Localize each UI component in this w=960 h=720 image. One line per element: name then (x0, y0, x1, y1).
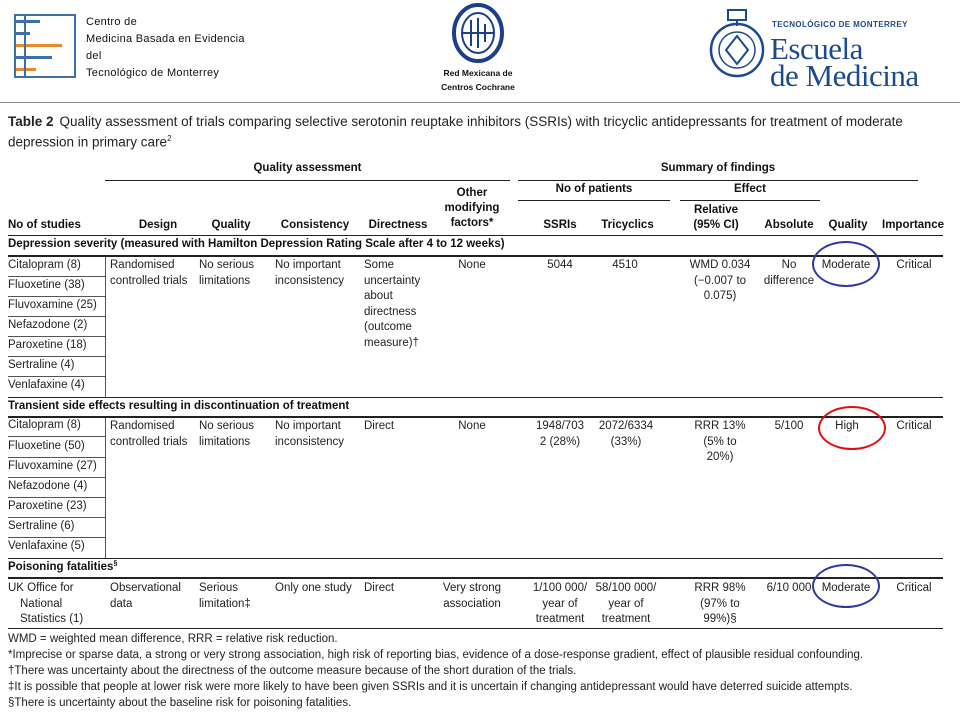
section-rule (8, 255, 943, 257)
footnote: WMD = weighted mean difference, RRR = relative risk reduction. (8, 633, 338, 645)
study-item: Paroxetine (18) (8, 339, 87, 351)
cell-ssris: 1/100 000/ year of treatment (532, 582, 588, 625)
study-item: Citalopram (8) (8, 259, 81, 271)
col-tricyclics: Tricyclics (601, 219, 654, 231)
col-importance: Importance (882, 219, 944, 231)
footnotes (8, 631, 948, 711)
group-summary-findings: Summary of findings (660, 162, 776, 174)
study-divider (8, 356, 105, 357)
cell-directness: Direct (364, 420, 395, 432)
cell-importance: Critical (896, 420, 932, 432)
cmbe-logo (14, 14, 76, 78)
caption-text: Quality assessment of trials comparing selective serotonin reuptake inhibitors (SSRIs) with tricyclic antidepressants for treatment of moderate depression in primary care (8, 114, 903, 150)
col-studies: No of studies (8, 219, 81, 231)
study-divider (8, 457, 105, 458)
study-divider (8, 477, 105, 478)
cochrane-name: Red Mexicana de Centros Cochrane (441, 68, 515, 92)
cell-grade: Moderate (821, 582, 871, 594)
col-ssris: SSRIs (543, 219, 577, 231)
cell-relative: WMD 0.034 (−0.007 to 0.075) (689, 259, 751, 302)
col-quality-grade: Quality (828, 219, 868, 231)
footnote: ‡It is possible that people at lower risk were more likely to have been given SSRIs and it is uncertain if changing antidepressant would have deterred suicide attempts. (8, 681, 853, 693)
col-directness: Directness (368, 219, 428, 231)
header-rule (8, 235, 943, 236)
cell-ssris: 5044 (547, 259, 573, 271)
table-caption (8, 113, 943, 151)
cell-relative: RRR 13% (5% to 20%) (694, 420, 746, 463)
cell-directness: Direct (364, 582, 395, 594)
section-title-side-effects: Transient side effects resulting in discontinuation of treatment (8, 400, 350, 412)
footnote: *Imprecise or sparse data, a strong or very strong association, high risk of reporting bias, evidence of a dose-response gradient, effect of plausible residual confounding. (8, 649, 864, 661)
cell-consistency: No important inconsistency (275, 420, 345, 448)
cell-design: Randomised controlled trials (110, 420, 188, 448)
group-quality-assessment: Quality assessment (253, 162, 362, 174)
col-quality: Quality (211, 219, 251, 231)
study-divider (8, 517, 105, 518)
study-item: Fluoxetine (50) (8, 440, 85, 452)
highlight-oval-moderate (812, 564, 880, 608)
study-divider (8, 376, 105, 377)
tec-title-line2: de Medicina (770, 58, 919, 93)
cell-importance: Critical (896, 582, 932, 594)
cell-grade: High (835, 420, 859, 432)
caption-ref: 2 (167, 134, 172, 143)
group-rule (680, 200, 820, 201)
cell-other: Very strong association (442, 582, 502, 610)
cell-absolute: 6/10 000 (766, 582, 812, 594)
tec-crest-icon (708, 6, 766, 86)
study-item: Sertraline (6) (8, 520, 75, 532)
study-item: Nefazodone (2) (8, 319, 88, 331)
section-rule (8, 416, 943, 418)
cell-other: None (458, 259, 486, 271)
page-header (0, 0, 960, 102)
studies-divider (105, 257, 106, 397)
study-item: Citalopram (8) (8, 419, 81, 431)
section-rule (8, 577, 943, 579)
cell-quality: No serious limitations (199, 259, 254, 287)
cell-quality: Serious limitation‡ (199, 582, 251, 610)
group-rule (518, 180, 918, 181)
cell-directness: Some uncertainty about directness (outcome measure)† (364, 259, 421, 349)
group-rule (518, 200, 670, 201)
footnote: §There is uncertainty about the baseline risk for poisoning fatalities. (8, 697, 352, 709)
highlight-oval-high (818, 406, 886, 450)
col-absolute: Absolute (764, 219, 814, 231)
studies-divider (105, 418, 106, 558)
cell-relative: RRR 98% (97% to 99%)§ (694, 582, 746, 625)
col-consistency: Consistency (280, 219, 350, 231)
study-item: Fluvoxamine (27) (8, 460, 97, 472)
table-label: Table 2 (8, 114, 54, 129)
study-divider (8, 436, 105, 437)
cell-design: Observational data (110, 582, 181, 610)
cell-consistency: Only one study (275, 582, 352, 594)
study-divider (8, 316, 105, 317)
cell-quality: No serious limitations (199, 420, 254, 448)
cell-other: None (458, 420, 486, 432)
col-other-factors: Other modifying factors* (444, 187, 500, 229)
cell-tricyclics: 2072/6334 (33%) (598, 420, 654, 448)
study-item: Venlafaxine (4) (8, 379, 85, 391)
tec-title-line1: Escuela (770, 31, 863, 66)
section-rule (8, 397, 943, 398)
cell-ssris: 1948/703 2 (28%) (536, 420, 584, 448)
cell-tricyclics: 4510 (612, 259, 638, 271)
study-divider (8, 296, 105, 297)
cochrane-logo (432, 2, 524, 94)
cell-design: Randomised controlled trials (110, 259, 188, 287)
cochrane-circle-icon (451, 2, 505, 64)
section-title-poisoning: Poisoning fatalities§ (8, 560, 118, 573)
group-rule (105, 180, 510, 181)
group-no-patients: No of patients (555, 183, 633, 195)
study-item: Venlafaxine (5) (8, 540, 85, 552)
table-bottom-rule (8, 628, 943, 629)
study-divider (8, 336, 105, 337)
section-title-depression: Depression severity (measured with Hamilton Depression Rating Scale after 4 to 12 weeks) (8, 238, 505, 250)
cell-consistency: No important inconsistency (275, 259, 345, 287)
cell-studies: UK Office for National Statistics (1) (8, 582, 84, 625)
study-divider (8, 537, 105, 538)
study-item: Nefazodone (4) (8, 480, 88, 492)
footnote: †There was uncertainty about the directness of the outcome measure because of the short duration of the trials. (8, 665, 577, 677)
cell-tricyclics: 58/100 000/ year of treatment (595, 582, 657, 625)
cell-absolute: No difference (763, 259, 815, 287)
header-divider (0, 102, 960, 103)
cell-importance: Critical (896, 259, 932, 271)
highlight-oval-moderate (812, 241, 880, 287)
col-relative: Relative (95% CI) (693, 204, 739, 231)
tec-small-title: TECNOLÓGICO DE MONTERREY (772, 20, 908, 29)
study-item: Fluoxetine (38) (8, 279, 85, 291)
cell-grade: Moderate (821, 259, 871, 271)
study-item: Fluvoxamine (25) (8, 299, 97, 311)
group-effect: Effect (734, 183, 766, 195)
study-divider (8, 276, 105, 277)
cell-absolute: 5/100 (774, 420, 804, 432)
study-item: Sertraline (4) (8, 359, 75, 371)
study-item: Paroxetine (23) (8, 500, 87, 512)
section-rule (8, 558, 943, 559)
tec-logo (708, 6, 948, 92)
col-design: Design (138, 219, 178, 231)
cmbe-name: Centro de Medicina Basada en Evidencia del Tecnológico de Monterrey (86, 16, 245, 79)
study-divider (8, 497, 105, 498)
